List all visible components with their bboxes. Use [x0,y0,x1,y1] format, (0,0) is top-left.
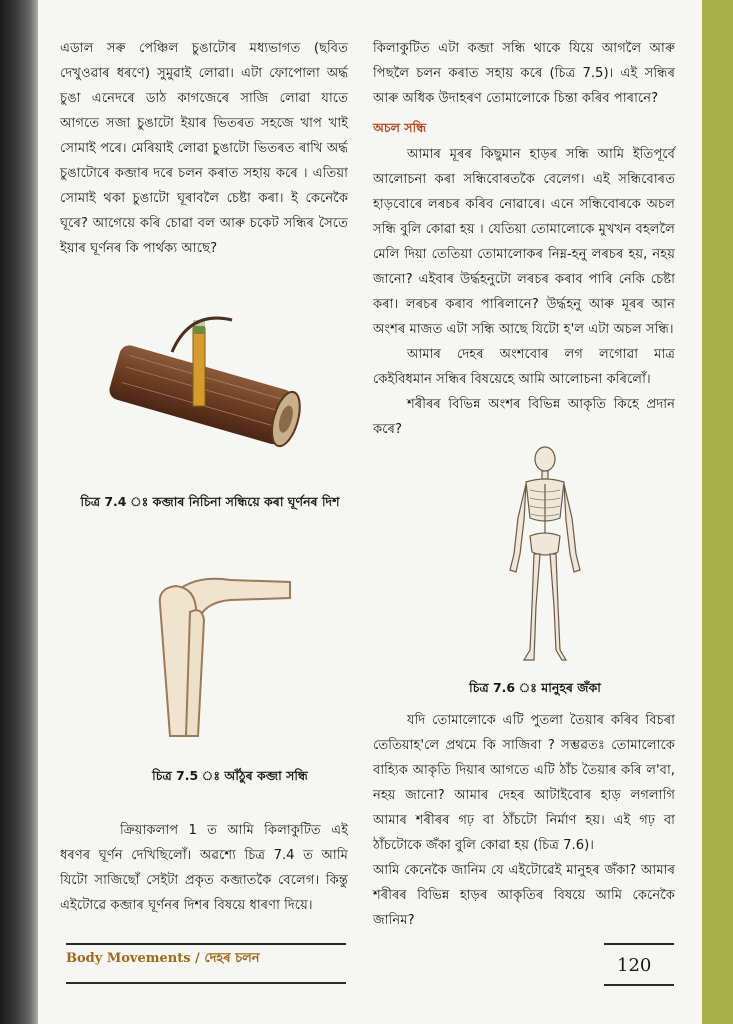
right-paragraph-2: আমাৰ দেহৰ অংশবোৰ লগ লগোৱা মাত্ৰ কেইবিধমান সন্ধিৰ বিষয়েহে আমি আলোচনা কৰিলোঁ। [373,347,675,387]
right-paragraph-4: যদি তোমালোকে এটি পুতলা তৈয়াৰ কৰিব বিচৰা তেতিয়াহ'লে প্ৰথমে কি সাজিবা ? সম্ভৱতঃ তোমালোকে বাহ্যিক আকৃতি দিয়াৰ আগতে এটি ঠাঁচ তৈয়াৰ কৰি ল'বা, নহয় জানো? আমাৰ দেহৰ আটাইবোৰ হাড় লগলাগি আমাৰ শৰীৰৰ গঢ় বা ঠাঁচটো নিৰ্মাণ হয়। এই গঢ় বা ঠাঁচটোকে জঁকা বুলি কোৱা হয় (চিত্ৰ 7.6)। [373,713,675,853]
left-column [60,36,348,261]
footer-rule-top-right [604,943,674,945]
figure-7-5-elbow-joint [150,568,300,740]
footer-rule-bottom-left [66,982,346,984]
section-heading-immovable-joint: অচল সন্ধি [373,120,426,135]
figure-7-4-hinge-tube [100,310,310,480]
figure-7-4-caption: চিত্ৰ 7.4 ঃ কব্জাৰ নিচিনা সন্ধিয়ে কৰা ঘূৰ্ণনৰ দিশ [80,494,340,509]
right-paragraph-3: শৰীৰৰ বিভিন্ন অংশৰ বিভিন্ন আকৃতি কিহে প্ৰদান কৰে? [373,397,675,437]
right-intro: কিলাকুটিত এটা কব্জা সন্ধি থাকে যিয়ে আগলৈ আৰু পিছলৈ চলন কৰাত সহায় কৰে (চিত্ৰ 7.5)। এই সন্ধিৰ আৰু অধিক উদাহৰণ তোমালোকে চিন্তা কৰিব পাৰানে? [373,41,675,106]
figure-7-6-caption: চিত্ৰ 7.6 ঃ মানুহৰ জঁকা [469,680,601,695]
left-paragraph: এডাল সৰু পেঞ্চিল চুঙাটোৰ মধ্যভাগত (ছবিত দেখুওৱাৰ ধৰণে) সুমুৱাই লোৱা। এটা ফোপোলা অৰ্দ্ধ চুঙা এনেদৰে ডাঠ কাগজেৰে সাজি লোৱা যাতে আগতে সজা চুঙাটো ইয়াৰ ভিতৰত সহজে খাপ খাই সোমাই পৰে। মেৰিয়াই লোৱা চুঙাটো ভিতৰত ৰাখি অৰ্দ্ধ চুঙাটোৰে কব্জাৰ দৰে চলন কৰাত সহায় কৰে । এতিয়া সোমাই থকা চুঙাটো ঘূৰাবলৈ চেষ্টা কৰা। ই কেনেকৈ ঘূৰে? আগেয়ে কৰি চোৱা বল আৰু চকেট সন্ধিৰ সৈতে ইয়াৰ ঘূৰ্ণনৰ কি পাৰ্থক্য আছে? [60,41,348,256]
right-paragraph-1: আমাৰ মূৰৰ কিছুমান হাড়ৰ সন্ধি আমি ইতিপূৰ্বে আলোচনা কৰা সন্ধিবোৰতকৈ বেলেগ। এই সন্ধিবোৰত হাড়বোৰে লৰচৰ কৰিব নোৱাৰে। এনে সন্ধিবোৰকে অচল সন্ধি বুলি কোৱা হয় । যেতিয়া তোমালোকে মুখখন বহললৈ মেলি দিয়া তেতিয়া তোমালোকৰ নিম্ন-হনু লৰচৰ হয়, নহয় জানো? এইবাৰ উৰ্দ্ধহনুটো লৰচৰ কৰাব পাৰি নেকি চেষ্টা কৰা। লৰচৰ কৰাব পাৰিলানে? উৰ্দ্ধহনু আৰু মূৰৰ আন অংশৰ মাজত এটা সন্ধি আছে যিটো হ'ল এটা অচল সন্ধি। [373,147,675,337]
footer-rule-top-left [66,943,346,945]
page-number: 120 [617,955,652,976]
right-column-lower [373,708,675,933]
footer-title: Body Movements / দেহৰ চলন [66,951,260,966]
right-paragraph-5: আমি কেনেকৈ জানিম যে এইটোৱেই মানুহৰ জঁকা? আমাৰ শৰীৰৰ বিভিন্ন হাড়ৰ আকৃতিৰ বিষয়ে আমি কেনেকৈ জানিম? [373,863,675,928]
right-column [373,36,675,442]
page-edge-stack [697,0,733,1024]
footer-rule-bottom-right [604,984,674,986]
figure-7-5-caption: চিত্ৰ 7.5 ঃ আঁঠুৰ কব্জা সন্ধি [152,768,308,783]
figure-7-6-human-skeleton [500,446,590,672]
activity-paragraph: ক্ৰিয়াকলাপ 1 ত আমি কিলাকুটিত এই ধৰণৰ ঘূৰ্ণন দেখিছিলোঁ। অৱশ্যে চিত্ৰ 7.4 ত আমি যিটো সাজিছোঁ সেইটা প্ৰকৃত কব্জাতকৈ বেলেগ। কিন্তু এইটোৱে কব্জাৰ ঘূৰ্ণনৰ দিশৰ বিষয়ে ধাৰণা দিয়ে। [60,823,348,913]
book-spine-shadow [0,0,40,1024]
